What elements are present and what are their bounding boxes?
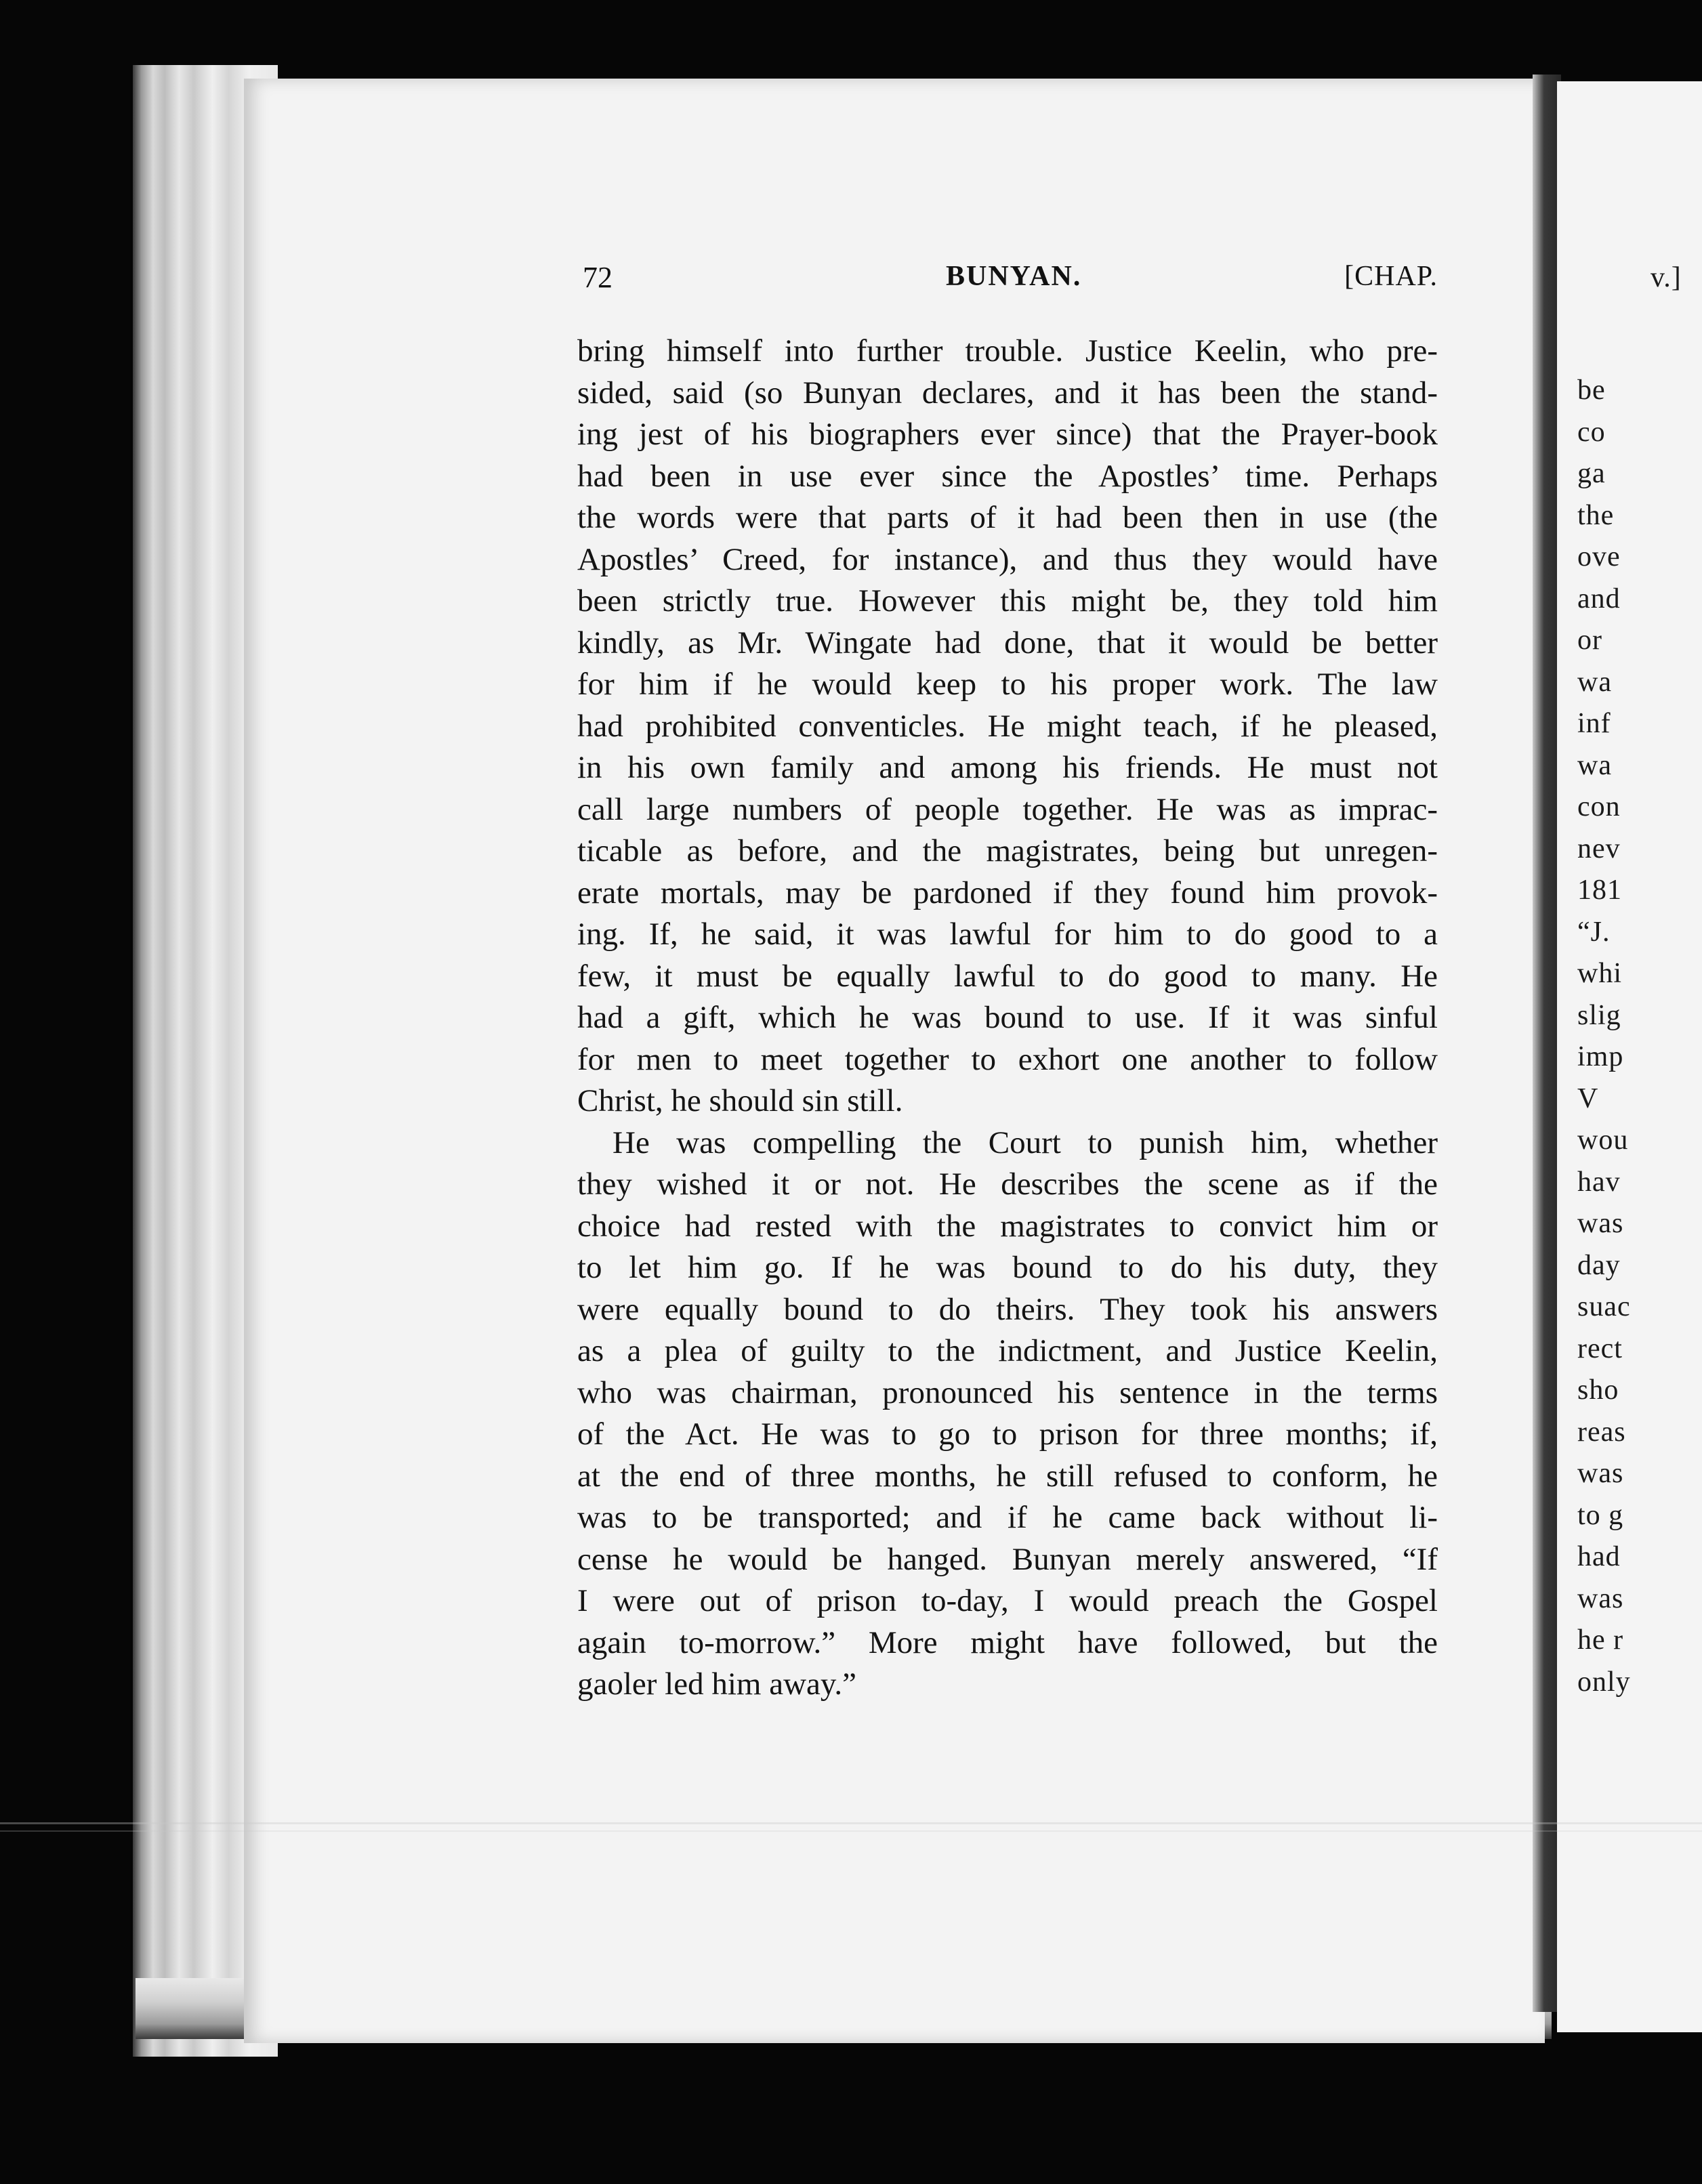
text-line: of the Act. He was to go to prison for three months; if, — [577, 1416, 1438, 1452]
facing-text-fragment: be — [1577, 375, 1606, 406]
chapter-marker: [CHAP. — [1344, 261, 1438, 292]
text-line: erate mortals, may be pardoned if they found him provok- — [577, 875, 1438, 910]
text-line: Apostles’ Creed, for instance), and thus they would have — [577, 541, 1438, 577]
facing-text-fragment: ga — [1577, 458, 1606, 489]
text-line: to let him go. If he was bound to do his duty, they — [577, 1250, 1438, 1285]
facing-text-fragment: he r — [1577, 1624, 1624, 1656]
facing-text-fragment: only — [1577, 1666, 1631, 1698]
text-line: who was chairman, pronounced his sentence in the terms — [577, 1374, 1438, 1410]
text-line: were equally bound to do theirs. They took his answers — [577, 1291, 1438, 1327]
body-text — [577, 331, 1438, 1706]
facing-text-fragment: sho — [1577, 1374, 1619, 1406]
facing-text-fragment: wou — [1577, 1125, 1629, 1156]
facing-text-fragment: con — [1577, 791, 1621, 822]
text-line: they wished it or not. He describes the scene as if the — [577, 1167, 1438, 1202]
facing-text-fragment: was — [1577, 1582, 1624, 1614]
text-line: ing jest of his biographers ever since) that the Prayer-book — [577, 417, 1438, 452]
right-facing-page — [1557, 81, 1702, 2032]
text-line: Christ, he should sin still. — [577, 1083, 903, 1118]
text-line: at the end of three months, he still refused to conform, he — [577, 1458, 1438, 1494]
facing-text-fragment: imp — [1577, 1041, 1624, 1072]
text-line: cense he would be hanged. Bunyan merely answered, “If — [577, 1541, 1438, 1577]
facing-text-fragment: slig — [1577, 999, 1621, 1031]
facing-text-fragment: “J. — [1577, 916, 1611, 948]
facing-text-fragment: co — [1577, 416, 1606, 448]
text-line: for him if he would keep to his proper work. The law — [577, 667, 1438, 702]
facing-text-fragment: rect — [1577, 1332, 1623, 1364]
text-line: in his own family and among his friends. He must not — [577, 750, 1438, 785]
running-head — [577, 260, 1438, 301]
text-line: I were out of prison to-day, I would preach the Gospel — [577, 1583, 1438, 1618]
facing-text-fragment: inf — [1577, 708, 1611, 739]
facing-text-fragment: hav — [1577, 1166, 1621, 1198]
facing-text-fragment: 181 — [1577, 875, 1622, 906]
text-line: the words were that parts of it had been then in use (the — [577, 500, 1438, 535]
facing-text-fragment: ove — [1577, 541, 1621, 572]
text-line: few, it must be equally lawful to do good to many. He — [577, 958, 1438, 994]
text-line: again to-morrow.” More might have followed, but the — [577, 1624, 1438, 1660]
facing-text-fragment: and — [1577, 583, 1621, 614]
facing-text-fragment: had — [1577, 1541, 1621, 1572]
facing-page-header: v.] — [1651, 262, 1682, 293]
facing-text-fragment: wa — [1577, 749, 1612, 781]
page-number: 72 — [583, 261, 613, 294]
facing-text-fragment: wa — [1577, 666, 1612, 698]
text-line: was to be transported; and if he came back without li- — [577, 1500, 1438, 1535]
text-line: had a gift, which he was bound to use. If it was sinful — [577, 1000, 1438, 1035]
text-line: as a plea of guilty to the indictment, and Justice Keelin, — [577, 1333, 1438, 1368]
text-line: gaoler led him away.” — [577, 1666, 856, 1702]
text-line: sided, said (so Bunyan declares, and it has been the stand- — [577, 375, 1438, 411]
paragraph-2 — [577, 1122, 1438, 1706]
text-line: He was compelling the Court to punish him, whether — [613, 1125, 1438, 1160]
facing-text-fragment: suac — [1577, 1291, 1631, 1322]
facing-text-fragment: V — [1577, 1083, 1599, 1114]
facing-text-fragment: was — [1577, 1208, 1624, 1239]
text-line: call large numbers of people together. He was as imprac- — [577, 791, 1438, 827]
paragraph-1 — [577, 331, 1438, 1122]
running-title: BUNYAN. — [946, 261, 1082, 292]
facing-text-fragment: nev — [1577, 833, 1621, 864]
facing-text-fragment: whi — [1577, 958, 1622, 989]
text-line: for men to meet together to exhort one another to follow — [577, 1041, 1438, 1077]
facing-text-fragment: or — [1577, 625, 1602, 656]
scan-streak — [0, 1830, 1702, 1832]
facing-text-fragment: reas — [1577, 1416, 1626, 1448]
facing-text-fragment: was — [1577, 1458, 1624, 1489]
text-line: kindly, as Mr. Wingate had done, that it would be better — [577, 625, 1438, 660]
text-line: had prohibited conventicles. He might teach, if he pleased, — [577, 708, 1438, 744]
text-line: had been in use ever since the Apostles’ time. Perhaps — [577, 458, 1438, 494]
facing-text-fragment: to g — [1577, 1499, 1624, 1531]
text-line: bring himself into further trouble. Justice Keelin, who pre- — [577, 333, 1438, 369]
scan-streak — [0, 1822, 1702, 1824]
text-line: choice had rested with the magistrates to convict him or — [577, 1208, 1438, 1244]
text-line: ticable as before, and the magistrates, being but unregen- — [577, 833, 1438, 868]
text-line: ing. If, he said, it was lawful for him to do good to a — [577, 917, 1438, 952]
facing-text-fragment: the — [1577, 499, 1615, 531]
text-line: been strictly true. However this might be, they told him — [577, 583, 1438, 618]
facing-text-fragment: day — [1577, 1249, 1621, 1281]
